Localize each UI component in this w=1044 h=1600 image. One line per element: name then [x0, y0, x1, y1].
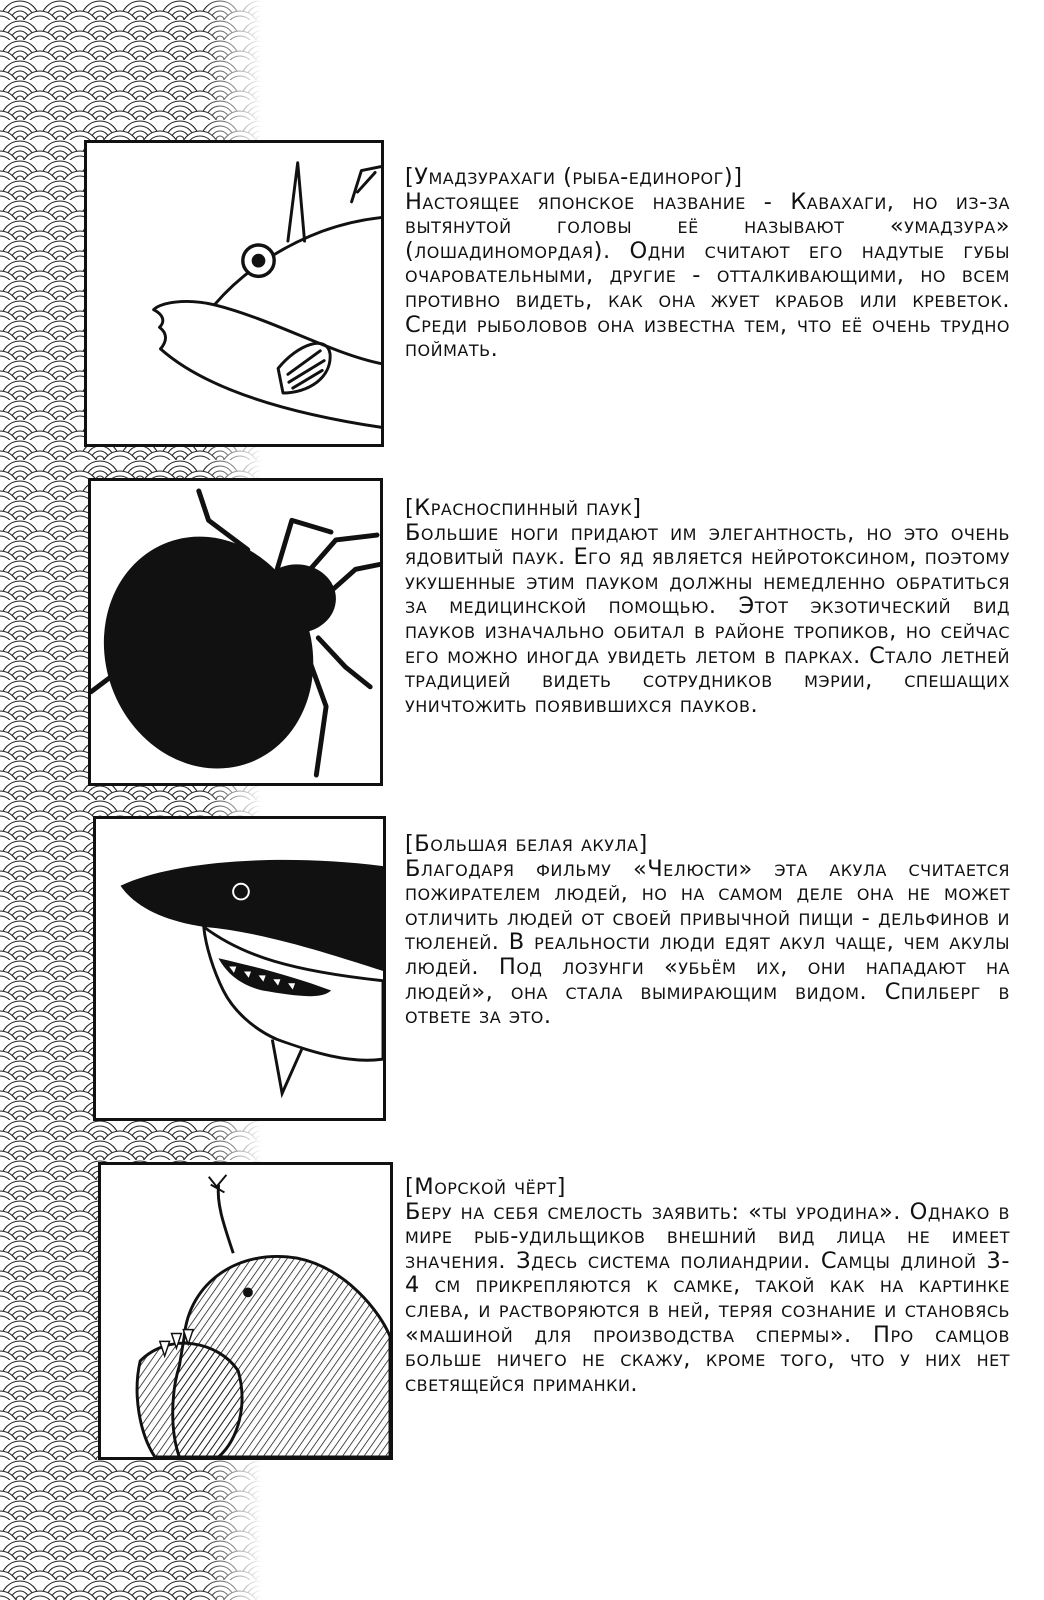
entry-body: Беру на себя смелость заявить: «ты уродина». Однако в мире рыб-удильщиков внешний вид лица не имеет значения. Здесь система полиандрии. Самцы длиной 3-4 см прикрепляются к самке, такой как на картинке слева, и растворяются в ней, теряя сознание и становясь «машиной для производства спермы». Про самцов больше ничего не скажу, кроме того, что у них нет светящейся приманки. [405, 1198, 1010, 1397]
entry-body: Благодаря фильму «Челюсти» эта акула считается пожирателем людей, но на самом деле она не может отличить людей от своей привычной пищи - дельфинов и тюленей. В реальности люди едят акул чаще, чем акулы людей. Под лозунги «убьём их, они нападают на людей», она стала вымирающим видом. Спилберг в ответе за это. [405, 855, 1010, 1030]
entry-title: [Морской чёрт] [405, 1174, 566, 1200]
anglerfish-illustration [98, 1162, 393, 1460]
anglerfish-text [405, 1175, 1010, 1396]
entry-title: [Умадзурахаги (рыба-единорог)] [405, 164, 743, 190]
entry-body: Настоящее японское название - Кавахаги, но из-за вытянутой головы её называют «умадзура» (лошадиномордая). Одни считают его надутые губы очаровательными, другие - отталкивающими, но всем противно видеть, как она жует крабов или креветок. Среди рыболовов она известна тем, что её очень трудно поймать. [405, 188, 1010, 363]
entry-title: [Красноспинный паук] [405, 495, 642, 521]
shark-illustration [93, 816, 386, 1121]
spider-text [405, 496, 1010, 717]
entry-title: [Большая белая акула] [405, 831, 648, 857]
filefish-illustration [84, 140, 384, 447]
spider-illustration [88, 478, 383, 786]
filefish-text [405, 165, 1010, 362]
shark-text [405, 832, 1010, 1029]
entry-body: Большие ноги придают им элегантность, но это очень ядовитый паук. Его яд является нейротоксином, поэтому укушенные этим пауком должны немедленно обратиться за медицинской помощью. Этот экзотический вид пауков изначально обитал в районе тропиков, но сейчас его можно иногда увидеть летом в парках. Стало летней традицией видеть сотрудников мэрии, спешащих уничтожить появившихся пауков. [405, 519, 1010, 718]
